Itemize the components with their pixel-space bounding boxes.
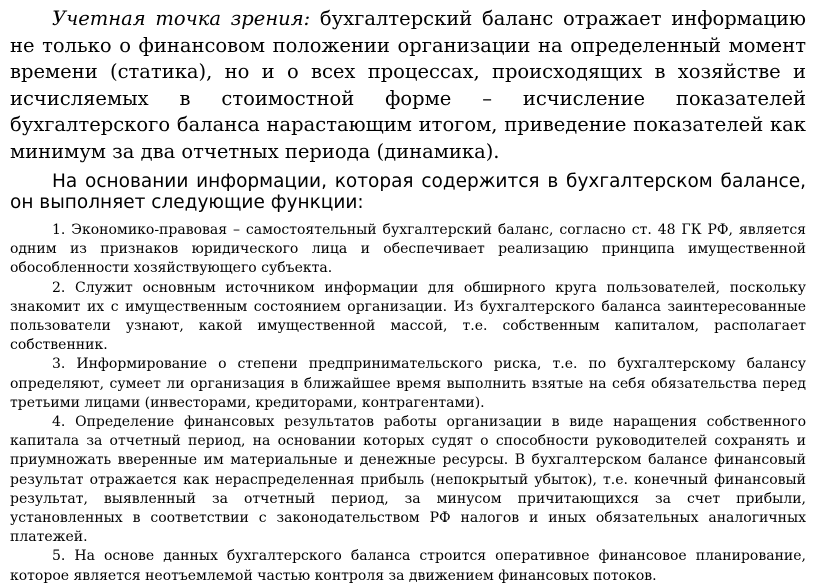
intro-text: бухгалтерский баланс отражает информацию не только о финансовом положении организации на определенный момент времени (статика), но и о всех процессах, происходящих в хозяйстве и исчисляемых в стоимостной форме – исчисление показателей бухгалтерского баланса нарастающим итогом, приведение показателей как минимум за два отчетных периода (динамика).	[10, 7, 806, 163]
function-item-1: 1. Экономико-правовая – самостоятельный бухгалтерский баланс, согласно ст. 48 ГК РФ, является одним из признаков юридического лица и обеспечивает реализацию принципа имущественной обособленности хозяйствующего субъекта.	[10, 222, 806, 277]
intro-lead: Учетная точка зрения:	[52, 7, 311, 30]
function-item-5: 5. На основе данных бухгалтерского баланса строится оперативное финансовое планирование, которое является неотъемлемой частью контроля за движением финансовых потоков.	[10, 548, 806, 584]
functions-intro-paragraph: На основании информации, которая содержится в бухгалтерском балансе, он выполняет следующие функции:	[10, 171, 806, 213]
document-page	[10, 6, 806, 586]
intro-paragraph	[10, 6, 806, 165]
functions-list	[10, 221, 806, 586]
function-item-3: 3. Информирование о степени предпринимательского риска, т.е. по бухгалтерскому балансу определяют, сумеет ли организация в ближайшее время выполнить взятые на себя обязательства перед третьими лицами (инвесторами, кредиторами, контрагентами).	[10, 356, 806, 411]
function-item-4: 4. Определение финансовых результатов работы организации в виде наращения собственного капитала за отчетный период, на основании которых судят о способности руководителей сохранять и приумножать вверенные им материальные и денежные ресурсы. В бухгалтерском балансе финансовый результат отражается как нераспределенная прибыль (непокрытый убыток), т.е. конечный финансовый результат, выявленный за отчетный период, за минусом причитающихся за счет прибыли, установленных в соответствии с законодательством РФ налогов и иных обязательных аналогичных платежей.	[10, 414, 806, 546]
function-item-2: 2. Служит основным источником информации для обширного круга пользователей, поскольку знакомит их с имущественным состоянием организации. Из бухгалтерского баланса заинтересованные пользователи узнают, какой имущественной массой, т.е. собственным капиталом, располагает собственник.	[10, 279, 806, 354]
